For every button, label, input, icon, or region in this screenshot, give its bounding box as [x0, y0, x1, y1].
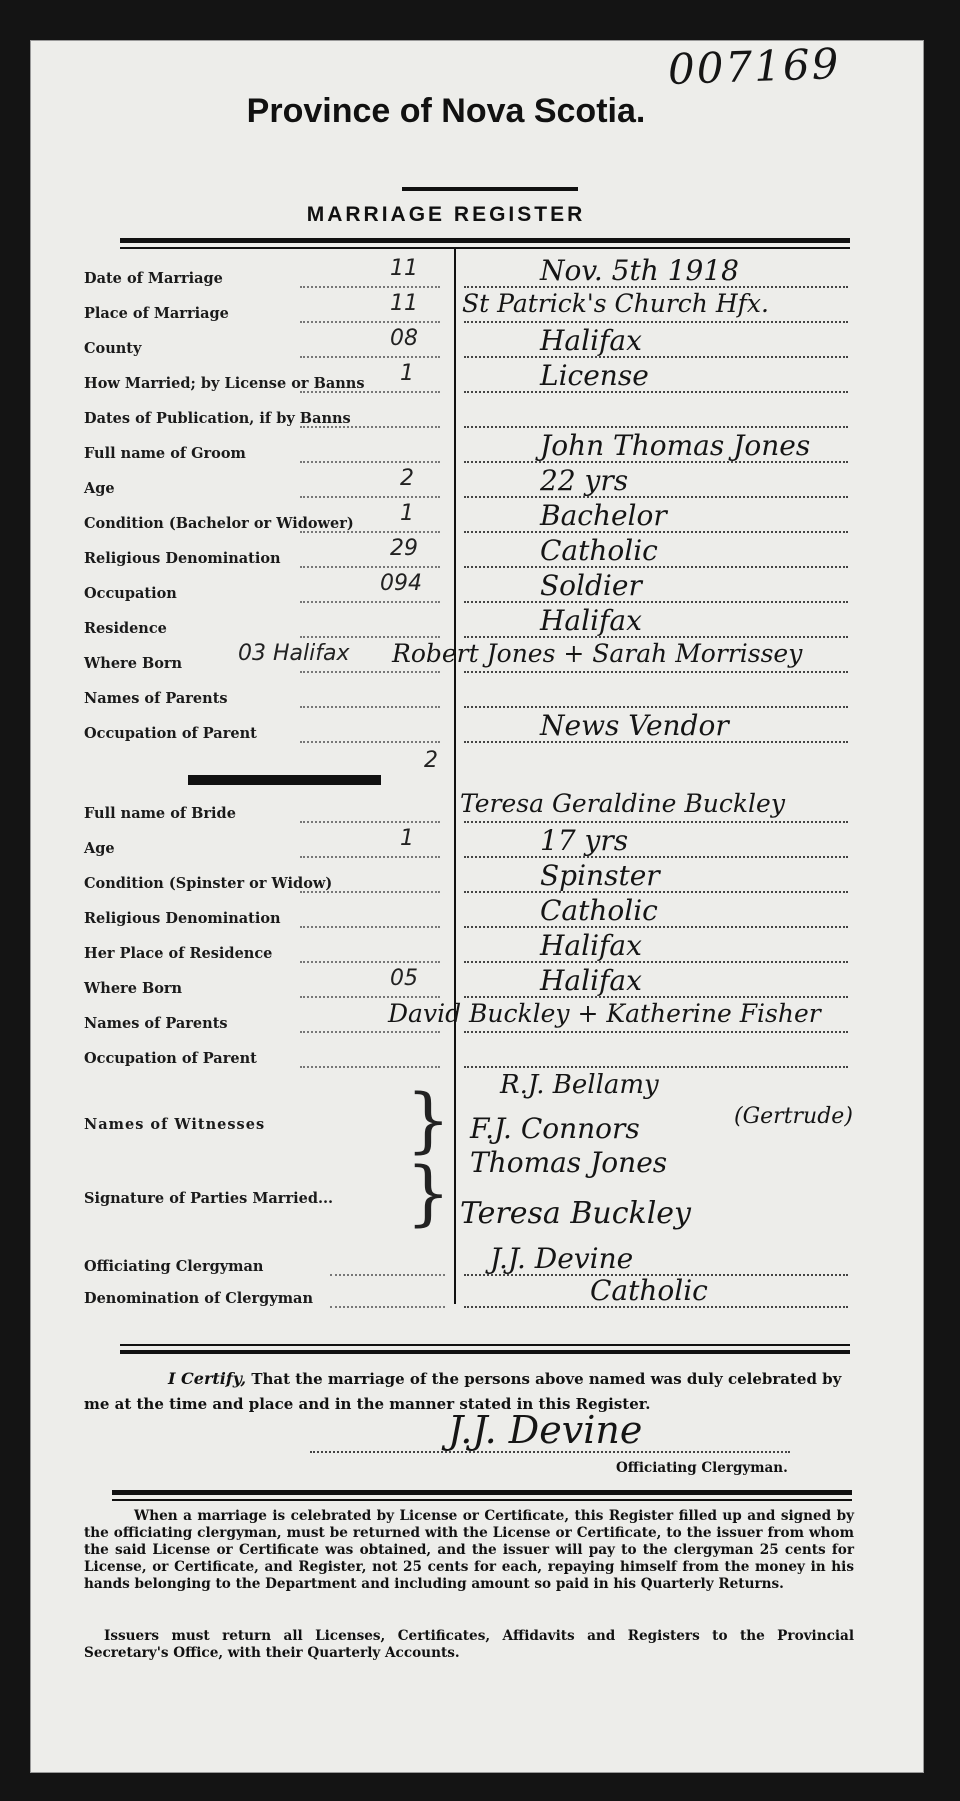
witness-2: F.J. Connors: [470, 1112, 640, 1145]
leader-dots: [300, 636, 440, 638]
page-title: Province of Nova Scotia.: [246, 92, 646, 130]
certify-rule-thick: [120, 1350, 850, 1354]
entry-line: [464, 636, 848, 638]
groom-label: Where Born: [84, 655, 183, 672]
handwritten-entry: Robert Jones + Sarah Morrissey: [392, 639, 803, 668]
handwritten-entry: Spinster: [540, 859, 660, 892]
entry-line: [464, 856, 848, 858]
notice-paragraph-1: When a marriage is celebrated by License or Certificate, this Register filled up and signed by the officiating clergyman, must be returned with the License or Certificate, to the issuer from whom the said License or Certificate was obtained, and the issuer will pay to the clergyman 25 cents for License, or Certificate, and Register, not 25 cents for each, repaying himself from the money in his hands belonging to the Department and including amount so paid in his Quarterly Returns.: [84, 1508, 854, 1592]
coded-value: 05: [390, 966, 418, 991]
handwritten-entry: Catholic: [540, 534, 658, 567]
entry-line: [464, 356, 848, 358]
document-number: 007169: [667, 39, 842, 94]
handwritten-entry: Catholic: [590, 1274, 708, 1307]
notice-rule-thin: [112, 1499, 852, 1501]
bride-label: Names of Parents: [84, 1015, 228, 1032]
signatures-bracket: }: [406, 1152, 451, 1234]
bride-section-bar: [188, 775, 381, 785]
bride-marker-code: 2: [424, 748, 438, 773]
handwritten-entry: Catholic: [540, 894, 658, 927]
entry-line: [464, 671, 848, 673]
groom-label: Names of Parents: [84, 690, 228, 707]
notice-paragraph-2: Issuers must return all Licenses, Certificates, Affidavits and Registers to the Provincial Secretary's Office, with their Quarterly Accounts.: [84, 1628, 854, 1661]
coded-value: 29: [390, 536, 418, 561]
leader-dots: [300, 996, 440, 998]
certify-text: That the marriage of the persons above named was duly celebrated by me at the time and place and in the manner stated in this Register.: [84, 1370, 842, 1413]
groom-label: Age: [84, 480, 115, 497]
handwritten-entry: Halifax: [540, 604, 642, 637]
groom-label: Occupation of Parent: [84, 725, 257, 742]
entry-line: [464, 821, 848, 823]
handwritten-entry: Halifax: [540, 324, 642, 357]
handwritten-entry: Soldier: [540, 569, 642, 602]
leader-dots: [300, 1066, 440, 1068]
bride-label: Age: [84, 840, 115, 857]
entry-line: [464, 706, 848, 708]
coded-value: 1: [400, 501, 414, 526]
leader-dots: [300, 671, 440, 673]
coded-value: 08: [390, 326, 418, 351]
entry-line: [464, 961, 848, 963]
signature-bride: Teresa Buckley: [460, 1196, 691, 1231]
entry-line: [464, 496, 848, 498]
entry-line: [464, 321, 848, 323]
groom-label: Condition (Bachelor or Widower): [84, 515, 354, 532]
entry-line: [464, 391, 848, 393]
leader-dots: [300, 891, 440, 893]
bride-label: Full name of Bride: [84, 805, 236, 822]
bride-label: Condition (Spinster or Widow): [84, 875, 333, 892]
leader-dots: [300, 706, 440, 708]
handwritten-entry: Bachelor: [540, 499, 667, 532]
column-divider: [454, 249, 456, 1304]
certify-signature: J.J. Devine: [448, 1408, 643, 1452]
title-underline: [402, 187, 578, 191]
entry-line: [464, 426, 848, 428]
leader-dots: [300, 821, 440, 823]
leader-dots: [300, 286, 440, 288]
leader-dots: [300, 531, 440, 533]
handwritten-entry: Teresa Geraldine Buckley: [460, 789, 785, 818]
groom-label: Place of Marriage: [84, 305, 229, 322]
leader-dots: [300, 601, 440, 603]
leader-dots: [300, 426, 440, 428]
leader-dots: [300, 496, 440, 498]
top-rule-thin: [120, 247, 850, 249]
leader-dots: [300, 926, 440, 928]
entry-line: [464, 1066, 848, 1068]
handwritten-entry: 17 yrs: [540, 824, 629, 857]
leader-dots: [300, 741, 440, 743]
leader-dots: [330, 1274, 445, 1276]
coded-value: 1: [400, 826, 414, 851]
groom-label: County: [84, 340, 142, 357]
bride-label: Occupation of Parent: [84, 1050, 257, 1067]
witness-1: R.J. Bellamy: [500, 1070, 659, 1100]
certify-lead: I Certify,: [168, 1369, 247, 1388]
handwritten-entry: Nov. 5th 1918: [540, 254, 739, 287]
top-rule-thick: [120, 238, 850, 243]
coded-value: 11: [390, 256, 418, 281]
entry-line: [464, 601, 848, 603]
leader-dots: [300, 356, 440, 358]
notice-rule-thick: [112, 1490, 852, 1495]
handwritten-entry: 22 yrs: [540, 464, 629, 497]
leader-dots: [300, 391, 440, 393]
clergy-label: Officiating Clergyman: [84, 1258, 264, 1275]
leader-dots: [300, 856, 440, 858]
bride-label: Religious Denomination: [84, 910, 281, 927]
entry-line: [464, 1031, 848, 1033]
coded-value: 094: [380, 571, 422, 596]
page-subtitle: MARRIAGE REGISTER: [306, 203, 586, 226]
handwritten-entry: St Patrick's Church Hfx.: [462, 289, 769, 318]
bride-label: Her Place of Residence: [84, 945, 273, 962]
handwritten-entry: License: [540, 359, 649, 392]
witnesses-bracket: }: [406, 1079, 451, 1161]
entry-line: [464, 996, 848, 998]
handwritten-entry: David Buckley + Katherine Fisher: [388, 999, 821, 1028]
coded-value: 11: [390, 291, 418, 316]
witnesses-label: Names of Witnesses: [84, 1116, 266, 1133]
clergy-label: Denomination of Clergyman: [84, 1290, 313, 1307]
leader-dots: [300, 1031, 440, 1033]
handwritten-entry: News Vendor: [540, 709, 729, 742]
groom-label: Residence: [84, 620, 167, 637]
handwritten-entry: John Thomas Jones: [540, 429, 811, 462]
certify-caption: Officiating Clergyman.: [616, 1460, 788, 1476]
groom-label: Religious Denomination: [84, 550, 281, 567]
groom-label: Date of Marriage: [84, 270, 223, 287]
handwritten-entry: Halifax: [540, 964, 642, 997]
groom-label: Dates of Publication, if by Banns: [84, 410, 351, 427]
signatures-label: Signature of Parties Married...: [84, 1190, 334, 1207]
certify-rule-thin: [120, 1344, 850, 1346]
leader-dots: [300, 566, 440, 568]
leader-dots: [330, 1306, 445, 1308]
coded-value: 03 Halifax: [238, 641, 350, 666]
handwritten-entry: J.J. Devine: [490, 1242, 634, 1275]
coded-value: 1: [400, 361, 414, 386]
leader-dots: [300, 961, 440, 963]
signature-groom: Thomas Jones: [470, 1146, 668, 1179]
coded-value: 2: [400, 466, 414, 491]
bride-label: Where Born: [84, 980, 183, 997]
groom-label: Occupation: [84, 585, 177, 602]
leader-dots: [300, 461, 440, 463]
leader-dots: [300, 321, 440, 323]
handwritten-entry: Halifax: [540, 929, 642, 962]
groom-label: Full name of Groom: [84, 445, 246, 462]
groom-label: How Married; by License or Banns: [84, 375, 365, 392]
witness-2-note: (Gertrude): [734, 1104, 853, 1129]
